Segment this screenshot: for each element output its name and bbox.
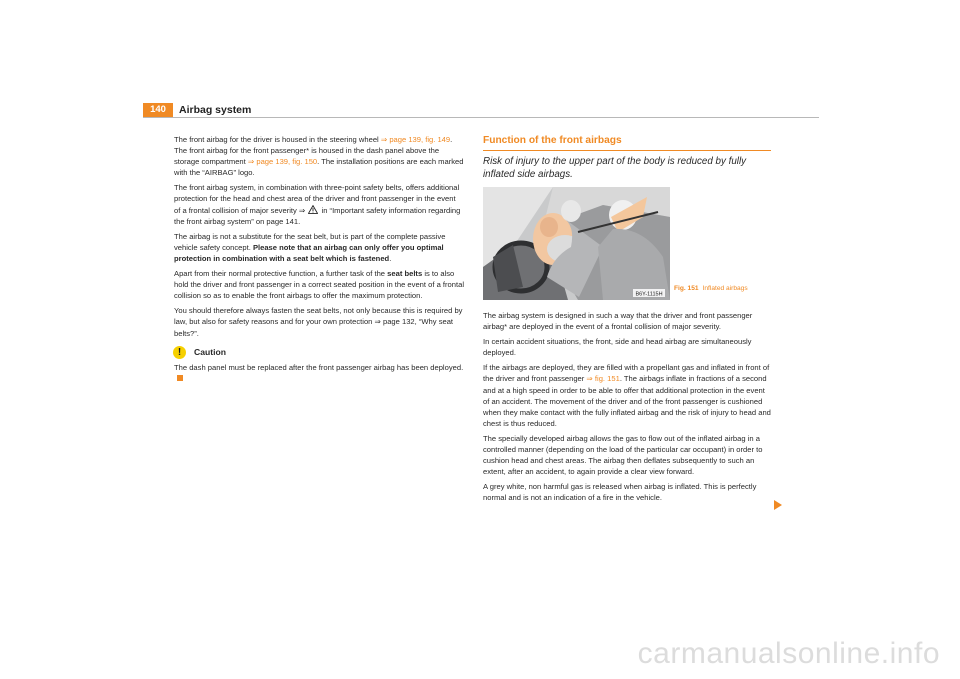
figure-block — [483, 187, 773, 302]
paragraph: The front airbag system, in combination with three-point safety belts, offers additional protection for the head and chest area of the driver and front passenger in the event of a frontal collision of major severity ⇒ in “Important safety information regarding the front airbag system” on page 141. — [174, 183, 461, 226]
left-column — [174, 134, 464, 388]
page-reference-link[interactable]: ⇒ page 139, fig. 150 — [247, 157, 318, 167]
continue-arrow-icon — [774, 500, 782, 510]
section-title: Function of the front airbags — [483, 134, 771, 151]
watermark: carmanualsonline.info — [637, 637, 940, 670]
paragraph: The airbag system is designed in such a way that the driver and front passenger airbag* are deployed in the event of a frontal collision of major severity. — [483, 311, 753, 332]
page-number: 140 — [143, 103, 173, 117]
paragraph: The airbag is not a substitute for the seat belt, but is part of the complete passive vehicle safety concept. Please note that an airbag can only offer you optimal protection in combination with a seat belt which is fastened. — [174, 231, 446, 263]
caution-title: Caution — [194, 347, 226, 358]
paragraph: The specially developed airbag allows the gas to flow out of the inflated airbag in a controlled manner (depending on the load of the particular car occupant) in order to cushion head and chest areas. The airbag then deflates subsequently to such an extent, after an accident, to again provide a clear view forward. — [483, 433, 763, 477]
paragraph: In certain accident situations, the front, side and head airbag are simultaneously deployed. — [483, 337, 752, 358]
page-header-title: Airbag system — [179, 104, 252, 116]
caution-header — [174, 346, 464, 360]
caution-text: The dash panel must be replaced after the front passenger airbag has been deployed. — [174, 362, 464, 384]
figure-reference-link[interactable]: ⇒ fig. 151 — [586, 374, 620, 384]
inflated-airbags-illustration — [483, 187, 670, 300]
paragraph: You should therefore always fasten the seat belts, not only because this is required by law, but also for safety reasons and for your own protection ⇒ page 132, “Why seat belts?”. — [174, 306, 463, 338]
paragraph: If the airbags are deployed, they are filled with a propellant gas and inflated in front of the driver and front passenger ⇒ fig. 151. The airbags inflate in fractions of a second and at a high speed in order to be able to offer that additional protection in the event of an accident. The movement of the driver and of the front passenger is cushioned when they make contact with the fully inflated airbag and the risk of injury to head and chest is thus reduced. — [483, 363, 771, 428]
paragraph: Apart from their normal protective function, a further task of the seat belts is to also hold the driver and front passenger in a correct seated position in the event of a frontal collision so as to enable the front airbags to offer the maximum protection. — [174, 269, 465, 301]
page-reference-link[interactable]: ⇒ page 139, fig. 149 — [380, 135, 451, 144]
warning-triangle-icon — [308, 205, 318, 214]
caution-icon: ! — [173, 346, 186, 359]
figure-caption — [674, 283, 748, 294]
figure-caption-text: Inflated airbags — [702, 285, 748, 292]
paragraph: The front airbag for the driver is housed in the steering wheel ⇒ page 139, fig. 149. The front airbag for the front passenger* is housed in the dash panel above the storage compartment ⇒ page 139, fig. 150. The installation positions are each marked with the “AIRBAG” logo. — [174, 135, 464, 178]
figure-code: B6Y-1115H — [635, 291, 663, 298]
paragraph: A grey white, non harmful gas is released when airbag is inflated. This is perfectly normal and is not an indication of a fire in the vehicle. — [483, 482, 757, 503]
section-end-marker-icon — [177, 375, 183, 381]
right-column — [483, 134, 773, 508]
figure-number: Fig. 151 — [674, 285, 699, 292]
section-lead: Risk of injury to the upper part of the body is reduced by fully inflated side airbags. — [483, 156, 747, 180]
header-divider — [143, 117, 819, 118]
